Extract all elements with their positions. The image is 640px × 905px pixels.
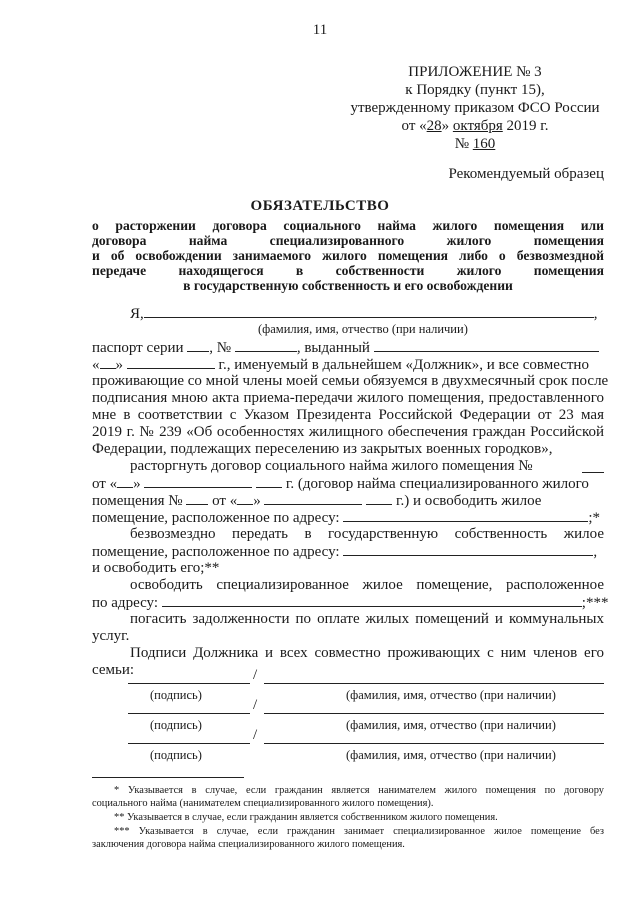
address-line-3 (92, 594, 609, 612)
address-blank-1[interactable] (343, 509, 588, 522)
services-line: услуг. (92, 628, 130, 644)
address-line-2 (92, 543, 604, 561)
appendix-date-mid: » (441, 118, 453, 134)
address-label: помещение, расположенное по адресу: (92, 510, 340, 526)
fio-blank[interactable] (144, 305, 594, 318)
footnote-line: * Указывается в случае, если гражданин является нанимателем жилого помещения по договору (114, 785, 604, 796)
appendix-order-num: 160 (472, 136, 496, 152)
contract-month-blank[interactable] (144, 475, 252, 488)
subtitle-line: в государственную собственность и его освобождении (183, 278, 513, 293)
quote-close: » (133, 476, 141, 492)
appendix-title: ПРИЛОЖЕНИЕ № 3 (408, 64, 542, 80)
issue-day-blank[interactable] (100, 356, 116, 369)
free-transfer-line: безвозмездно передать в государственную собственность жилое (130, 526, 604, 542)
subtitle-line: и об освобождении занимаемого жилого помещения либо о безвозмездной (92, 248, 604, 263)
debtor-text: г., именуемый в дальнейшем «Должник», и все совместно (218, 357, 589, 373)
address-line-1 (92, 509, 604, 527)
contract-number-blank[interactable] (582, 460, 604, 473)
name-caption: (фамилия, имя, отчество (при наличии) (346, 688, 556, 702)
passport-issued-label: , выданный (296, 340, 370, 356)
release-special-line: освободить специализированное жилое помещение, расположенное (130, 577, 604, 593)
release-it-line: и освободить его;** (92, 560, 220, 576)
signature-slash: / (253, 667, 258, 683)
pay-debt-line: погасить задолженности по оплате жилых помещений и коммунальных (130, 611, 604, 627)
signature-caption: (подпись) (150, 718, 202, 732)
signature-blank[interactable] (128, 743, 250, 744)
signature-caption: (подпись) (150, 748, 202, 762)
signature-blank[interactable] (128, 713, 250, 714)
name-caption: (фамилия, имя, отчество (при наличии) (346, 748, 556, 762)
signatures-intro: Подписи Должника и всех совместно проживающих с ним членов его (130, 645, 604, 661)
special-day-blank[interactable] (237, 492, 253, 505)
address-blank-2[interactable] (343, 543, 593, 556)
name-blank[interactable] (264, 683, 604, 684)
quote-open: « (92, 357, 100, 373)
signature-slash: / (253, 727, 258, 743)
contract-date-line (92, 475, 604, 493)
appendix-date-month: октября (452, 118, 503, 134)
appendix-order-pre: № (454, 136, 473, 152)
quote-open: « (109, 476, 118, 492)
appendix-date-pre: от « (401, 118, 427, 134)
recommended-sample: Рекомендуемый образец (448, 166, 604, 182)
signature-slash: / (253, 697, 258, 713)
release-text: г.) и освободить жилое (395, 493, 542, 509)
footnote-1 (92, 784, 604, 810)
address-comma: , (593, 544, 598, 560)
passport-line (92, 339, 604, 357)
footnote-line: ** Указывается в случае, если гражданин является собственником жилого помещения. (114, 812, 498, 823)
name-blank[interactable] (264, 743, 604, 744)
address-label: помещение, расположенное по адресу: (92, 544, 340, 560)
special-year-blank[interactable] (366, 492, 392, 505)
footnote-line: *** Указывается в случае, если гражданин занимает специализированное жилое помещение без (114, 826, 604, 837)
contract-day-blank[interactable] (117, 475, 133, 488)
passport-number-blank[interactable] (235, 339, 297, 352)
fio-comma: , (593, 306, 598, 322)
special-contract-line (92, 492, 604, 510)
paragraph-line: мне в соответствии с Указом Президента Российской Федерации от 23 мая (92, 407, 604, 423)
footnote-3 (92, 825, 604, 851)
appendix-date-day: 28 (426, 118, 442, 134)
contract-year-blank[interactable] (256, 475, 282, 488)
appendix-reference: к Порядку (пункт 15), (405, 82, 545, 98)
passport-issued-blank[interactable] (374, 339, 599, 352)
signature-blank[interactable] (128, 683, 250, 684)
name-blank[interactable] (264, 713, 604, 714)
appendix-approved-by: утвержденному приказом ФСО России (350, 100, 600, 116)
address-blank-3[interactable] (162, 594, 582, 607)
fio-caption: (фамилия, имя, отчество (при наличии) (258, 322, 468, 336)
subtitle-line: о расторжении договора социального найма жилого помещения или (92, 218, 604, 233)
appendix-date (330, 117, 620, 135)
document-title: ОБЯЗАТЕЛЬСТВО (250, 198, 390, 214)
pom-ot-label: от (212, 493, 226, 509)
passport-number-label: , № (209, 340, 232, 356)
signatures-intro-cont: семьи: (92, 662, 135, 678)
paragraph-line: проживающие со мной члены моей семьи обязуемся в двухмесячный срок после (92, 373, 609, 389)
page-number: 11 (312, 22, 328, 38)
footnote-mark-1: ;* (588, 510, 600, 526)
footnote-mark-3: ;*** (581, 595, 609, 611)
subtitle-line: передаче находящегося в собственности жилого помещения (92, 263, 604, 278)
issue-month-blank[interactable] (127, 356, 215, 369)
paragraph-line: подписания мною акта приема-передачи жилого помещения, предоставленного (92, 390, 604, 406)
passport-series-label: паспорт серии (92, 340, 184, 356)
paragraph-line: 2019 г. № 239 «Об особенностях жилищного обеспечения граждан Российской (92, 424, 604, 440)
passport-series-blank[interactable] (187, 339, 209, 352)
footnote-2 (92, 811, 604, 824)
by-address-label: по адресу: (92, 595, 159, 611)
special-month-blank[interactable] (264, 492, 362, 505)
terminate-line (130, 458, 604, 475)
ot-label: от (92, 476, 106, 492)
quote-close: » (253, 493, 261, 509)
paragraph-line: Федерации, подлежащих переселению из закрытых военных городков», (92, 441, 553, 457)
pom-number-label: помещения № (92, 493, 183, 509)
special-number-blank[interactable] (186, 492, 208, 505)
terminate-text: расторгнуть договор социального найма жилого помещения № (130, 458, 533, 474)
footnote-line: заключения договора найма специализированного жилого помещения. (92, 839, 405, 850)
quote-close: » (115, 357, 123, 373)
footnote-line: социального найма (нанимателем специализированного жилого помещения). (92, 798, 434, 809)
appendix-order-number (330, 135, 620, 153)
issue-date-line (92, 356, 604, 374)
signature-caption: (подпись) (150, 688, 202, 702)
quote-open: « (229, 493, 238, 509)
footnote-separator (92, 777, 244, 778)
ya-label: Я, (130, 306, 144, 322)
contract-tail-text: г. (договор найма специализированного жилого (285, 476, 589, 492)
name-caption: (фамилия, имя, отчество (при наличии) (346, 718, 556, 732)
appendix-date-post: 2019 г. (502, 118, 549, 134)
subtitle-line: договора найма специализированного жилого помещения (92, 233, 604, 248)
fio-line (130, 305, 604, 323)
